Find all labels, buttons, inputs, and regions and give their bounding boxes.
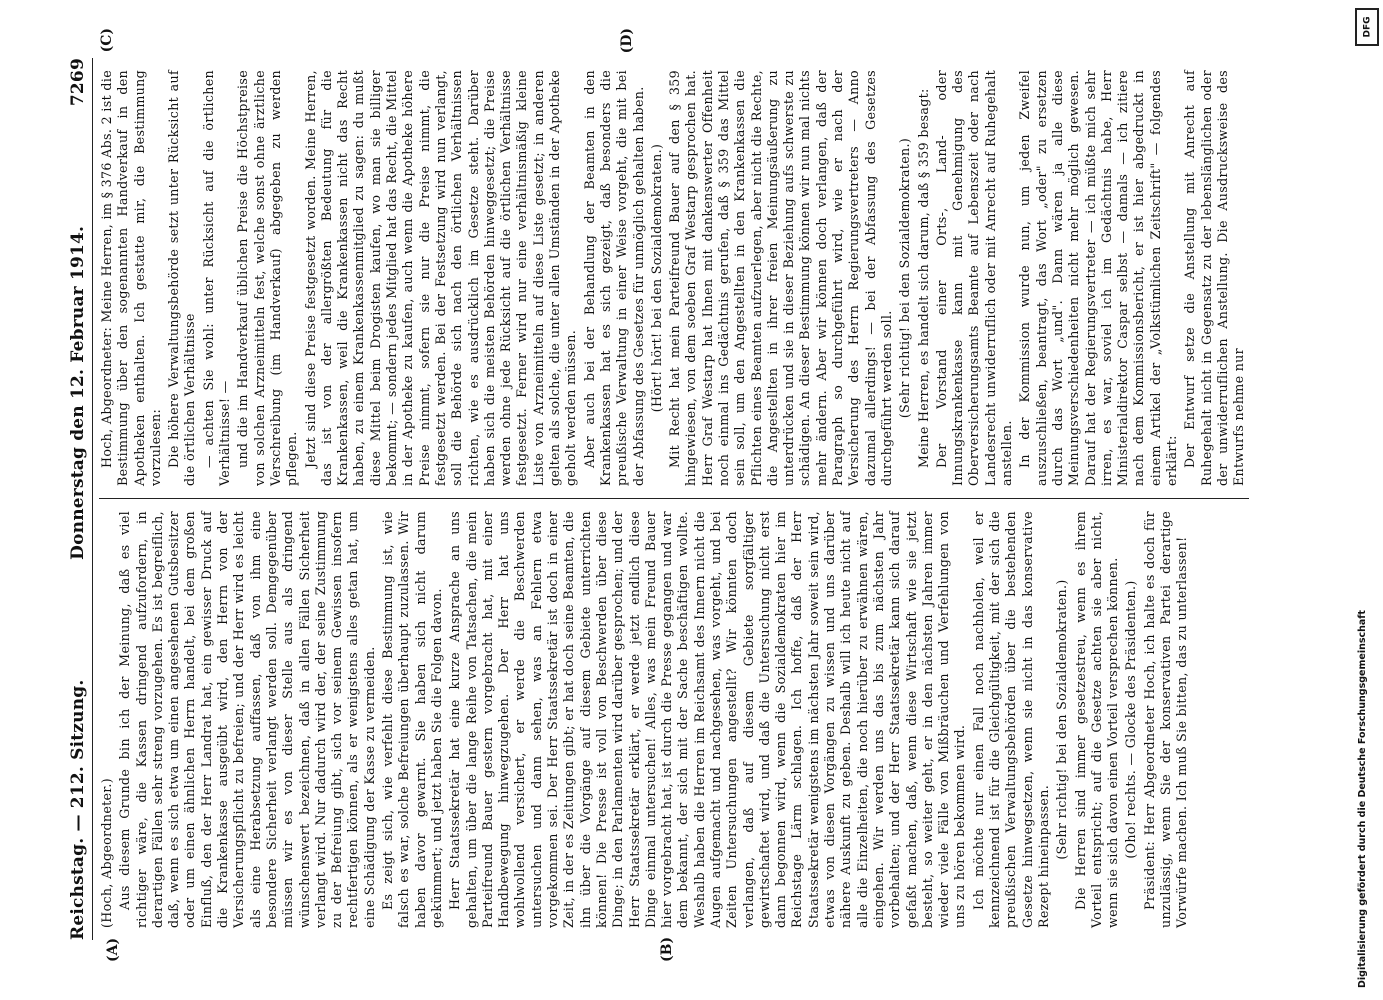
margin-mark-b: (B) [659,936,675,962]
left-column [99,499,1249,962]
right-column [99,28,1249,499]
margin-mark-a: (A) [105,937,121,962]
dfg-logo: DFG [1355,8,1379,46]
right_column-paragraph: und die im Handverkauf üblichen Preise die Höchstpreise von solchen Arzneimitteln fest, welche sonst ohne ärztliche Verschreibung (im Handverkauf) abgegeben zu werden pflegen. [235,70,300,486]
left_column-paragraph: (Oho! rechts. — Glocke des Präsidenten.) [1123,580,1139,859]
right_column-paragraph: Jetzt sind diese Preise festgesetzt worden. Meine Herren, das ist von der allergrößten Bedeutung für die Krankenkassen, weil die Krankenkassen nicht das Recht haben, zu einem Krankenkassenmitglied zu sagen: du mußt diese Mittel beim Drogisten kaufen, wo man sie billiger bekommt; — sondern jedes Mitglied hat das Recht, die Mittel in der Apotheke zu kaufen, auch wenn die Apotheke höhere Preise nimmt, sofern sie nur die Preise nimmt, die festgesetzt werden. Bei der Festsetzung wird nun verlangt, soll die Behörde sich nach den örtlichen Verhältnissen richten, wie es ausdrücklich im Gesetze steht. Darüber haben sich die meisten Behörden hinweggesetzt; die Preise werden ohne jede Rücksicht auf die örtlichen Verhältnisse festgesetzt. Ferner wird nur eine verhältnismäßig kleine Liste von Arzneimitteln auf diese Liste gesetzt; in anderen gelten als solche, die unter allen Umständen in der Apotheke geholt werden müssen. [302,70,579,486]
header-left: Reichstag. — 212. Sitzung. [68,679,88,940]
right_column-paragraph: Mit Recht hat mein Parteifreund Bauer auf den § 359 hingewiesen, von dem soeben Graf Westarp gesprochen hat. Herr Graf Westarp hat Ihnen mit dankenswerter Offenheit noch einmal ins Gedächtnis gerufen, daß § 359 das Mittel sein soll, um den Angestellten in den Krankenkassen die Pflichten eines Beamten aufzuerlegen, aber nicht die Rechte, die Angestellten in ihrer freien Meinungsäußerung zu unterdrücken und sie in dieser Beziehung aufs schwerste zu schädigen. An dieser Bestimmung können wir nun mal nichts mehr ändern. Aber wir können doch verlangen, daß der Paragraph so durchgeführt wird, wie er nach der Versicherung des Herrn Regierungsvertreters — Anno dazumal allerdings! — bei der Abfassung des Gesetzes durchgeführt werden soll. [667,70,894,486]
right_column-paragraph: (Hört! hört! bei den Sozialdemokraten.) [648,143,664,413]
scanned-page [60,28,1285,962]
left_column-paragraph: (Sehr richtig! bei den Sozialdemokraten.) [1054,579,1070,860]
left_column-paragraph: Herr Staatssekretär hat eine kurze Ansprache an uns gehalten, um über die lange Reihe von Tatsachen, die mein Parteifreund Bauer gestern vorgebracht hat, mit einer Handbewegung hinwegzugehen. Der Herr hat uns wohlwollend versichert, er werde die Beschwerden untersuchen und dann sehen, was an Fehlern etwa vorgekommen sei. Der Herr Staatssekretär ist doch in einer Zeit, in der es Zeitungen gibt; er hat doch seine Beamten, die ihn über die Vorgänge auf diesem Gebiete unterrichten können! Die Presse ist voll von Beschwerden über diese Dinge; in den Parlamenten wird darüber gesprochen; und der Herr Staatssekretär erklärt, er werde jetzt endlich diese Dinge einmal untersuchen! Alles, was mein Freund Bauer hier vorgebracht hat, ist durch die Presse gegangen und war dem bekannt, der sich mit der Sache beschäftigen wollte. Weshalb haben die Herren im Reichsamt des Innern nicht die Augen aufgemacht und nachgesehen, was vorgeht, und bei Zeiten Untersuchungen angestellt? Wir könnten doch verlangen, daß auf diesem Gebiete sorgfältiger gewirtschaftet wird, und daß die Untersuchung nicht erst dann begonnen wird, wenn die Sozialdemokraten hier im Reichstage Lärm schlagen. Ich hoffe, daß der Herr Staatssekretär wenigstens im nächsten Jahr soweit sein wird, etwas von diesen Vorgängen zu wissen und uns darüber nähere Auskunft zu geben. Deshalb will ich heute nicht auf alle die Einzelheiten, die noch hierüber zu erwähnen wären, eingehen. Wir werden uns das bis zum nächsten Jahr vorbehalten; und der Herr Staatssekretär kann sich darauf gefaßt machen, daß, wenn diese Wirtschaft wie sie jetzt besteht, so weiter geht, er in den nächsten Jahren immer wieder viele Fälle von Mißbräuchen und Verfehlungen von uns zu hören bekommen wird. [447,511,968,928]
left_column-paragraph: Ich möchte nur einen Fall noch nachholen, weil er kennzeichnend ist für die Gleichgültigkeit, mit der sich die preußischen Verwaltungsbehörden über die bestehenden Gesetze hinwegsetzen, wenn sie nicht in das konservative Rezept hineinpassen. [970,511,1051,928]
digitization-stamp [1355,8,1375,988]
left_column-paragraph: Präsident: Herr Abgeordneter Hoch, ich halte es doch für unzulässig, wenn Sie der konservativen Partei derartige Vorwürfe machen. Ich muß Sie bitten, das zu unterlassen! [1141,511,1190,928]
right_column-paragraph: Aber auch bei der Behandlung der Beamten in den Krankenkassen hat es sich gezeigt, daß besonders die preußische Verwaltung in einer Weise vorgeht, die mit bei der Abfassung des Gesetzes für unmöglich gehalten haben. [581,70,646,486]
header-center: Donnerstag den 12. Februar 1914. [68,225,88,560]
right_column-paragraph: Der Vorstand einer Orts-, Land- oder Innungskrankenkasse kann mit Genehmigung des Oberversicherungsamts Beamte auf Lebenszeit oder nach Landesrecht unwiderruflich oder mit Anrecht auf Ruhegehalt anstellen. [933,70,1015,486]
left_column-paragraph: Die Herren sind immer gesetzestreu, wenn es ihrem Vorteil entspricht; auf die Gesetze achten sie aber nicht, wenn sie sich davon einen Vorteil versprechen können. [1072,511,1121,928]
text-columns [99,28,1249,962]
page-number: 7269 [68,58,88,107]
right_column-paragraph: (Sehr richtig! bei den Sozialdemokraten.) [897,137,913,419]
digitization-note: Digitalisierung gefördert durch die Deutsche Forschungsgemeinschaft [1357,610,1368,988]
right_column-paragraph: Meine Herren, es handelt sich darum, daß § 359 besagt: [915,88,931,468]
right_column-paragraph: Die höhere Verwaltungsbehörde setzt unter Rücksicht auf die örtlichen Verhältnisse [166,70,198,486]
margin-mark-c: (C) [99,28,115,53]
right_column-paragraph: In der Kommission wurde nun, um jeden Zweifel auszuschließen, beantragt, das Wort „oder" zu ersetzen durch das Wort „und". Dann wären ja alle diese Meinungsverschiedenheiten nicht mehr möglich gewesen. Darauf hat der Regierungsvertreter — ich müßte mich sehr irren, es war, soviel ich im Gedächtnis habe, Herr Ministerialdirektor Caspar selbst — damals — ich zitiere nach dem Kommissionsbericht, er ist hier abgedruckt in einem Artikel der „Volkstümlichen Zeitschrift" — folgendes erklärt: [1017,70,1179,486]
margin-mark-d: (D) [619,28,635,54]
left_column-paragraph: (Hoch, Abgeordneter.) [99,778,114,928]
right_column-paragraph: — achten Sie wohl: unter Rücksicht auf die örtlichen Verhältnisse! — [200,70,233,486]
left_column-paragraph: Es zeigt sich, wie verfehlt diese Bestimmung ist, wie falsch es war, solche Befreiungen überhaupt zuzulassen. Wir haben davor gewarnt. Sie haben sich nicht darum gekümmert; und jetzt haben Sie die Folgen davon. [380,511,444,928]
right_column-paragraph: Der Entwurf setze die Anstellung mit Anrecht auf Ruhegehalt nicht in Gegensatz zu der lebenslänglichen oder der unwiderruflichen Anstellung. Die Ausdrucksweise des Entwurfs nehme nur [1182,70,1247,486]
right_column-paragraph: Hoch, Abgeordneter: Meine Herren, im § 376 Abs. 2 ist die Bestimmung über den sogenannten Handverkauf in den Apotheken enthalten. Ich gestatte mir, die Bestimmung vorzulesen: [99,70,163,486]
page-header [68,58,93,940]
left_column-paragraph: Aus diesem Grunde bin ich der Meinung, daß es viel richtiger wäre, die Kassen dringend aufzufordern, in derartigen Fällen sehr streng vorzugehen. Es ist begreiflich, daß, wenn es sich etwa um einen angesehenen Gutsbesitzer oder um einen ähnlichen Herrn handelt, bei dem großen Einfluß, den der Herr Landrat hat, ein gewisser Druck auf die Krankenkasse ausgeübt wird, den Herrn von der Versicherungspflicht zu befreien; und der Herr wird es leicht als eine Herabsetzung auffassen, daß von ihm eine besondere Sicherheit verlangt werden soll. Demgegenüber müssen wir es von dieser Stelle aus als dringend wünschenswert bezeichnen, daß in allen Fällen Sicherheit verlangt wird. Nur dadurch wird der, der seine Zustimmung zu der Befreiung gibt, sich vor seinem Gewissen insofern rechtfertigen können, als er wenigstens alles getan hat, um eine Schädigung der Kasse zu vermeiden. [117,511,377,928]
